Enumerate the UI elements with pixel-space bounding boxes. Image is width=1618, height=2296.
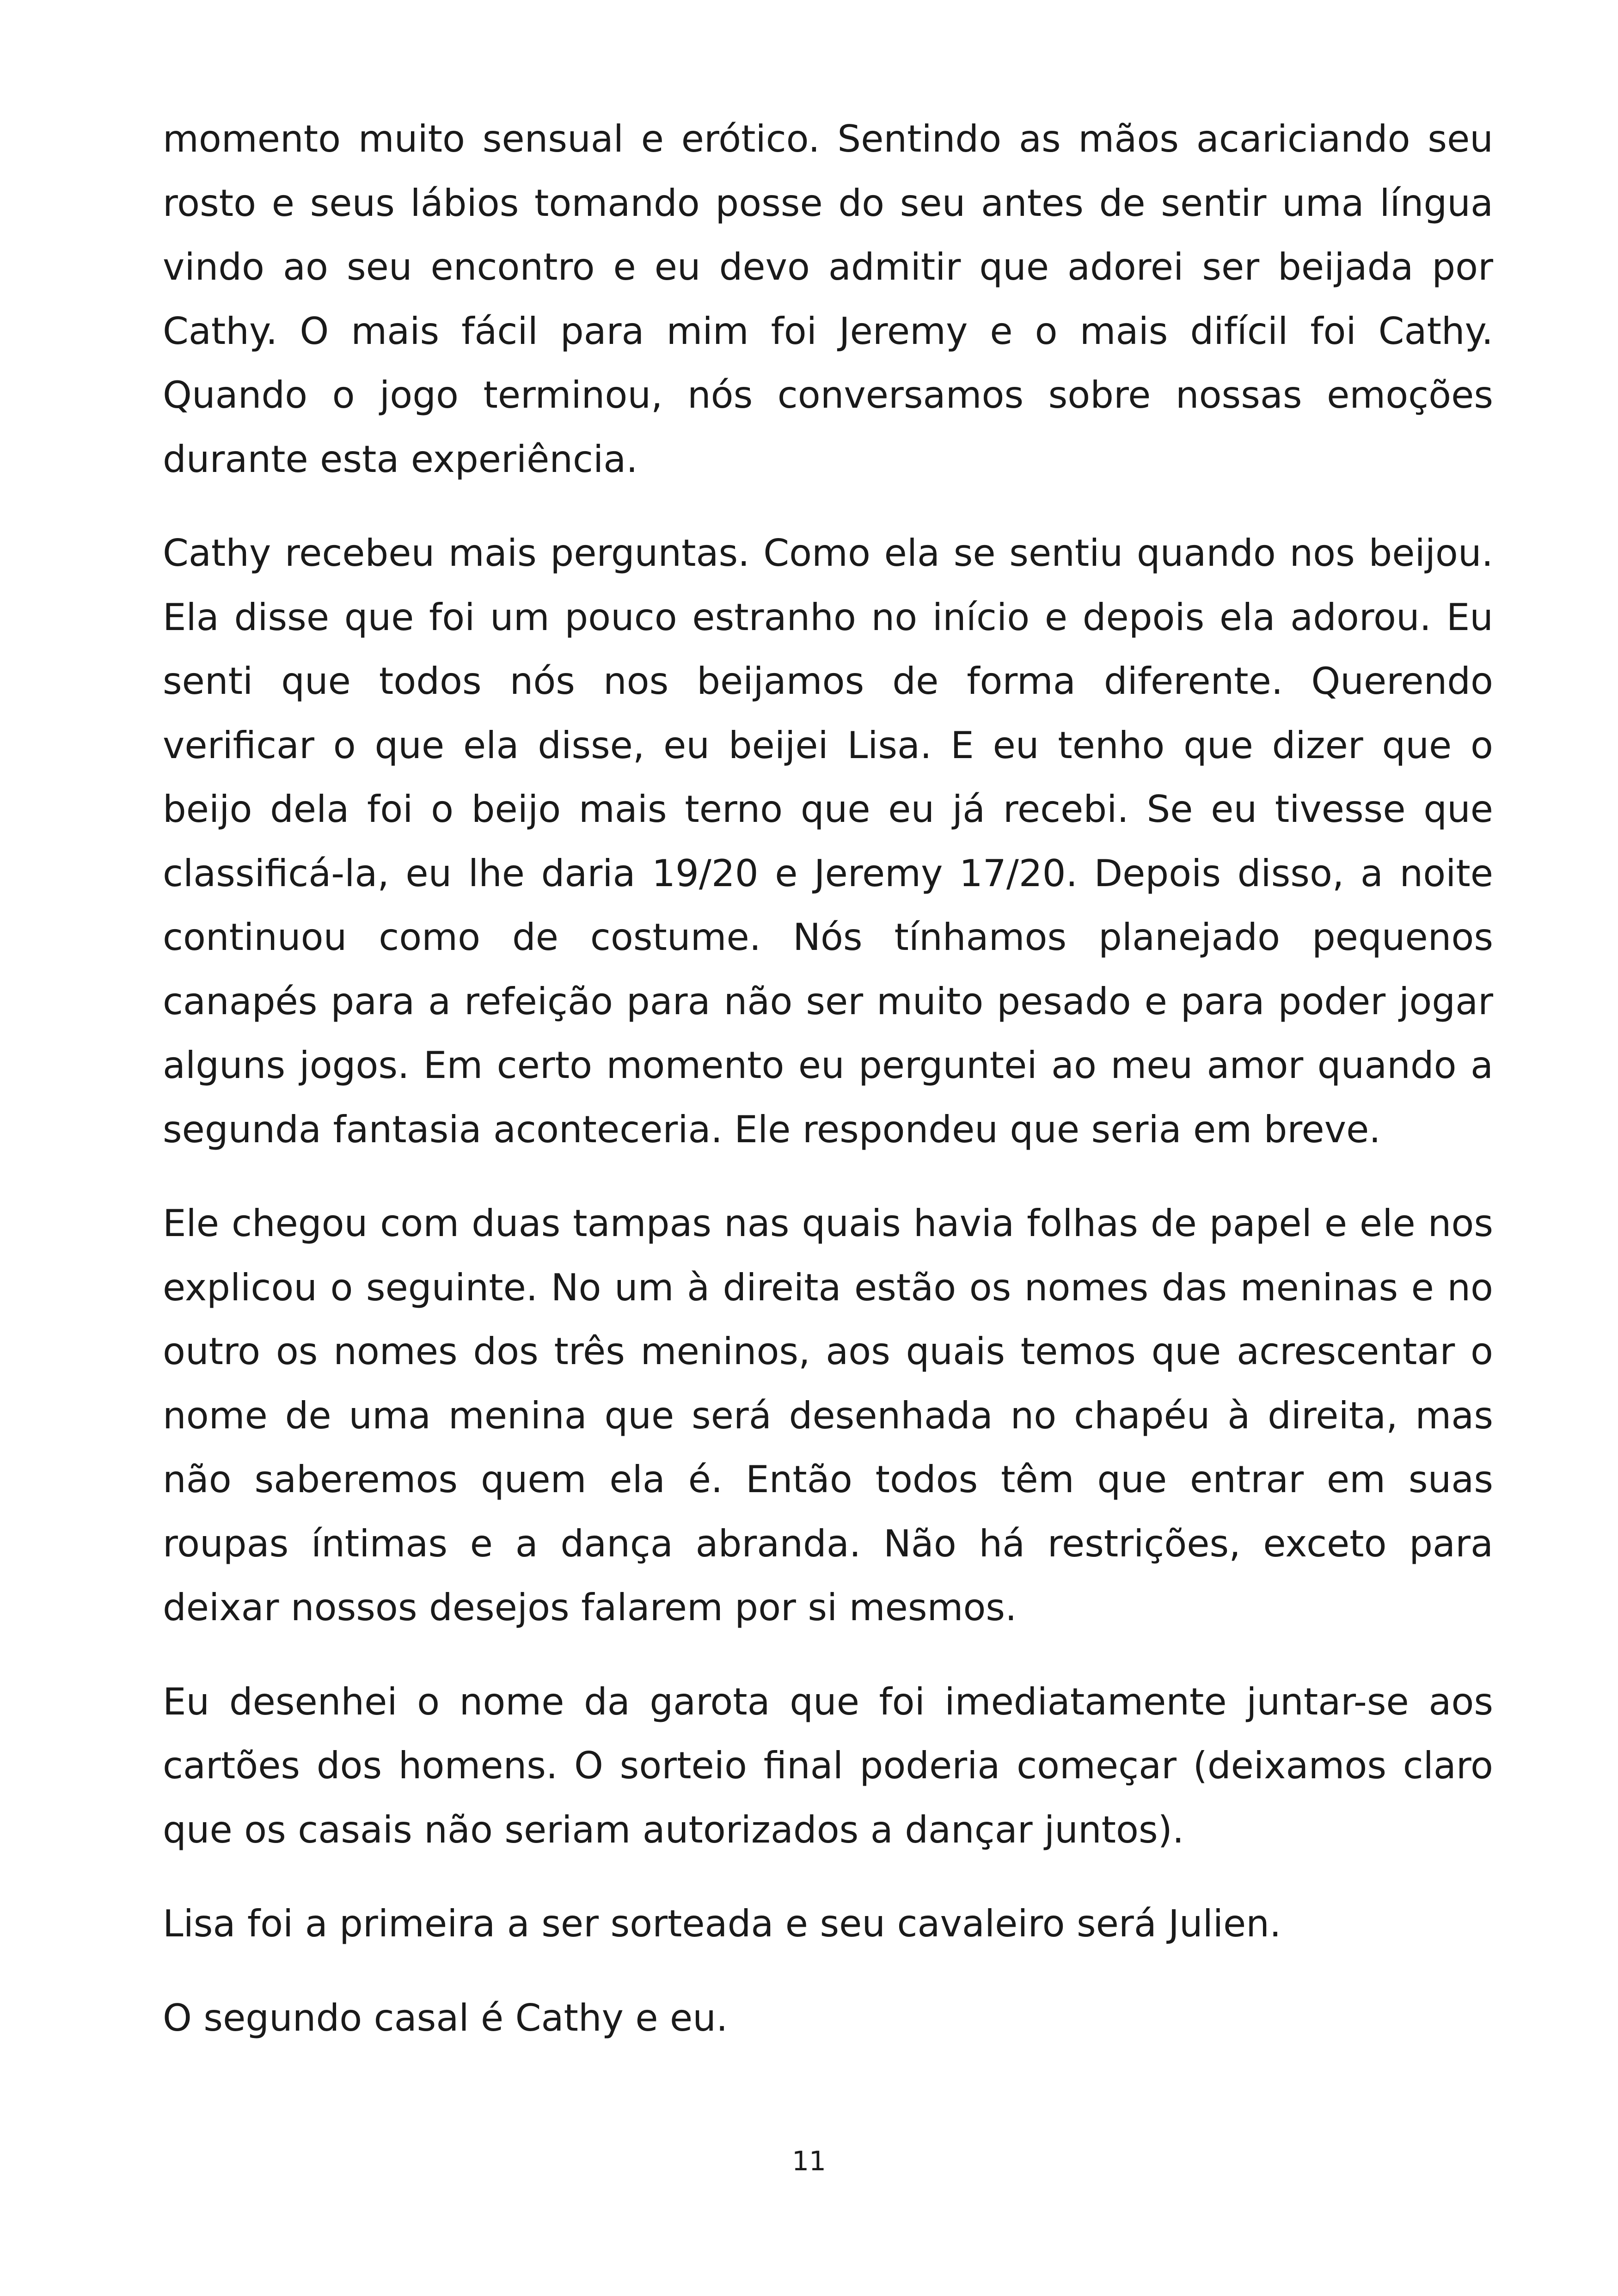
- paragraph-6: O segundo casal é Cathy e eu.: [163, 1996, 728, 2039]
- paragraph-1: momento muito sensual e erótico. Sentindo as mãos acariciando seu rosto e seus lábios tomando posse do seu antes de sentir uma língua vindo ao seu encontro e eu devo admitir que adorei ser beijada por Cathy. O mais fácil para mim foi Jeremy e o mais difícil foi Cathy. Quando o jogo terminou, nós conversamos sobre nossas emoções durante esta experiência.: [163, 117, 1493, 481]
- page-number: 11: [792, 2145, 826, 2177]
- paragraph-5: Lisa foi a primeira a ser sorteada e seu cavaleiro será Julien.: [163, 1902, 1281, 1945]
- paragraph-4: Eu desenhei o nome da garota que foi imediatamente juntar-se aos cartões dos homens. O sorteio final poderia começar (deixamos claro que os casais não seriam autorizados a dançar juntos).: [163, 1680, 1493, 1851]
- paragraph-2: Cathy recebeu mais perguntas. Como ela se sentiu quando nos beijou. Ela disse que foi um pouco estranho no início e depois ela adorou. Eu senti que todos nós nos beijamos de forma diferente. Querendo verificar o que ela disse, eu beijei Lisa. E eu tenho que dizer que o beijo dela foi o beijo mais terno que eu já recebi. Se eu tivesse que classificá-la, eu lhe daria 19/20 e Jeremy 17/20. Depois disso, a noite continuou como de costume. Nós tínhamos planejado pequenos canapés para a refeição para não ser muito pesado e para poder jogar alguns jogos. Em certo momento eu perguntei ao meu amor quando a segunda fantasia aconteceria. Ele respondeu que seria em breve.: [163, 532, 1493, 1151]
- body-text: [163, 107, 1493, 2080]
- paragraph-3: Ele chegou com duas tampas nas quais havia folhas de papel e ele nos explicou o seguinte. No um à direita estão os nomes das meninas e no outro os nomes dos três meninos, aos quais temos que acrescentar o nome de uma menina que será desenhada no chapéu à direita, mas não saberemos quem ela é. Então todos têm que entrar em suas roupas íntimas e a dança abranda. Não há restrições, exceto para deixar nossos desejos falarem por si mesmos.: [163, 1202, 1493, 1629]
